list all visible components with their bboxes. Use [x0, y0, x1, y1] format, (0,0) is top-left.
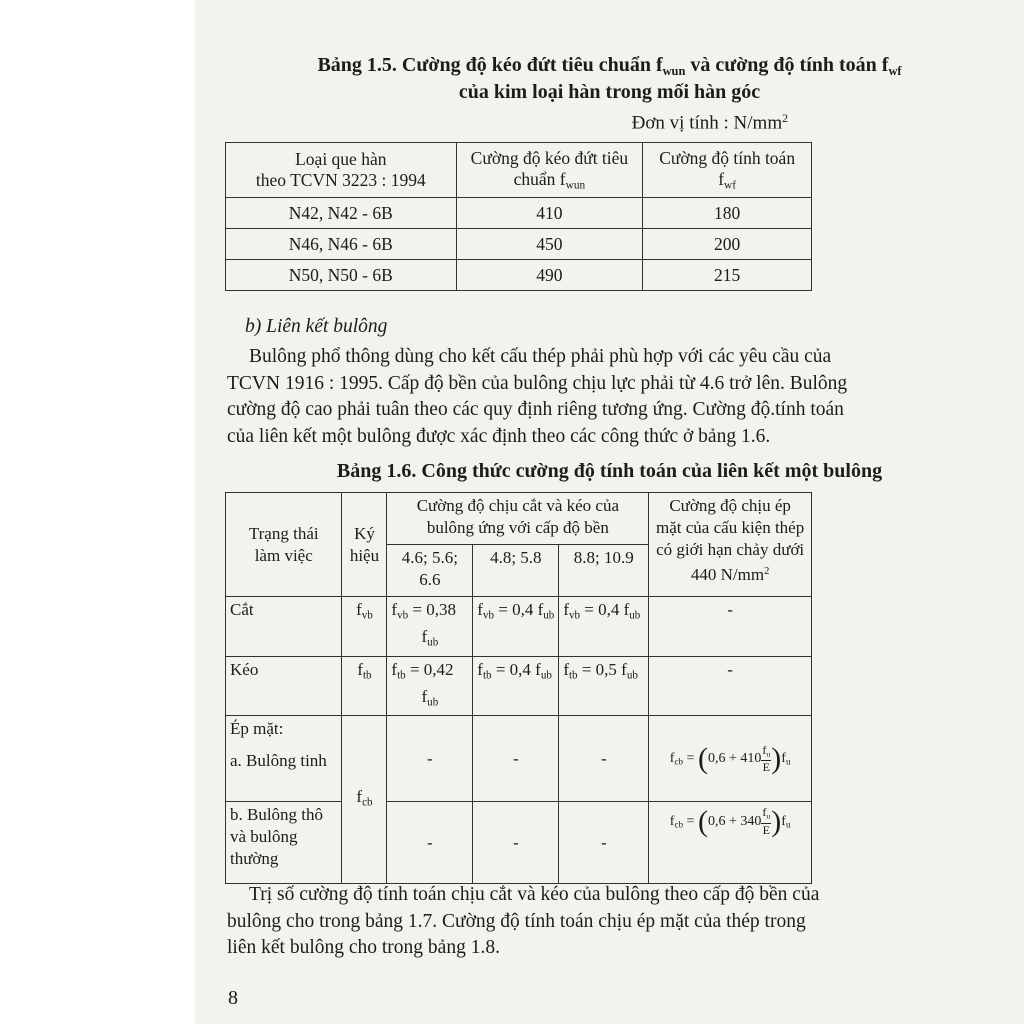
table15-unit: [560, 112, 788, 134]
t15-cell-fwun: 490: [456, 260, 643, 291]
t16-hgroup-l2: bulông ứng với cấp độ bền: [426, 518, 609, 537]
table-row: [226, 656, 812, 716]
t16-cell-state: [226, 802, 342, 884]
t16-cell-g3: [559, 656, 649, 716]
t16-cell-g2: -: [473, 802, 559, 884]
para1-line: của liên kết một bulông được xác định theo các công thức ở bảng 1.6.: [227, 425, 771, 447]
f-rhs-sub: u: [785, 756, 791, 767]
f-rhs: f: [781, 750, 786, 766]
bear-b-l2: và bulông: [230, 827, 298, 847]
f-inner: 0,6 + 410: [707, 750, 762, 766]
table15-title-line2: của kim loại hàn trong mối hàn góc: [458, 81, 761, 103]
t16-cell-bearing-formula: [649, 716, 812, 802]
g1-l2-sub: ub: [427, 696, 439, 709]
t15-header-row: [226, 143, 812, 198]
g3-pre: f: [563, 600, 569, 619]
t16-hsym-l1: Ký: [354, 523, 375, 543]
g3-sub2: ub: [626, 668, 638, 681]
t15-cell-fwun: 450: [456, 229, 643, 260]
num-main: f: [762, 805, 767, 820]
g1-sub: tb: [397, 668, 406, 681]
t15-h2-l2-sub: wun: [565, 179, 586, 192]
f-eq: =: [686, 750, 695, 766]
t15-h3-l2: [647, 169, 807, 191]
frac-num: [761, 744, 771, 761]
table-row: [226, 802, 812, 884]
g2-sub2: ub: [543, 609, 555, 622]
t16-cell-g2: [473, 656, 559, 716]
fraction: [761, 744, 771, 774]
t15-title-text-a: Bảng 1.5. Cường độ kéo đứt tiêu chuẩn f: [317, 54, 663, 76]
t16-hbear-l4: [653, 561, 807, 586]
para2-line: bulông cho trong bảng 1.7. Cường độ tính toán chịu ép mặt của thép trong: [227, 910, 806, 932]
bear-b-l1: b. Bulông thô: [230, 805, 324, 825]
frac-num: [761, 806, 771, 823]
f-lhs: f: [669, 750, 675, 766]
t15-unit-text: Đơn vị tính : N/mm: [631, 112, 783, 134]
t16-cell-g3: -: [559, 716, 649, 802]
bear-b-l3: thường: [230, 849, 279, 869]
t15-h3-l2-text: f: [718, 169, 725, 190]
f-rhs: f: [781, 813, 786, 829]
t16-hbear-l2: mặt của cấu kiện thép: [656, 518, 805, 537]
g1-mid: = 0,42: [405, 659, 454, 679]
para1-line: cường độ cao phải tuân theo các quy định riêng tương ứng. Cường độ.tính toán: [227, 399, 844, 420]
t15-h2-l2: [461, 169, 639, 191]
g2-sub: tb: [482, 668, 492, 681]
t16-cell-bearing-formula: [649, 802, 812, 884]
t16-hsym-l2: hiệu: [349, 545, 380, 565]
g2-mid: = 0,4 f: [491, 659, 541, 679]
g1-l2-main: f: [421, 686, 428, 706]
f-lhs-sub: cb: [674, 819, 684, 830]
g3-sub: vb: [568, 609, 581, 622]
t15-cell-fwf: 200: [643, 229, 812, 260]
g2-sub2: ub: [540, 668, 552, 681]
g1-line2: [391, 626, 468, 653]
fraction: [761, 806, 771, 836]
t16-header-row-1: [226, 493, 812, 545]
t16-cell-g2: -: [473, 716, 559, 802]
t16-hbear-l3: có giới hạn chảy dưới: [656, 540, 805, 559]
t15-cell-type: N42, N42 - 6B: [226, 198, 457, 229]
t16-header-bearing: [649, 493, 812, 597]
bear-a-l2: a. Bulông tinh: [230, 751, 327, 771]
table-1-5: [225, 142, 812, 291]
section-b-paragraph: [227, 344, 848, 450]
paren-close: ): [771, 804, 782, 838]
section-b-heading: b) Liên kết bulông: [245, 316, 388, 337]
f-eq: =: [686, 813, 695, 829]
table16-title: Bảng 1.6. Công thức cường độ tính toán của liên kết một bulông: [336, 460, 883, 482]
table-row: [226, 229, 812, 260]
t15-cell-type: N46, N46 - 6B: [226, 229, 457, 260]
g2-pre: f: [477, 600, 483, 619]
para2-line: liên kết bulông cho trong bảng 1.8.: [227, 937, 500, 958]
f-lhs: f: [669, 813, 675, 829]
para2-line: Trị số cường độ tính toán chịu cắt và kéo của bulông theo cấp độ bền của: [249, 884, 820, 905]
t16-grade1-l1: 4.6; 5.6;: [401, 548, 458, 567]
t16-hgroup-l1: Cường độ chịu cắt và kéo của: [416, 496, 619, 515]
f-inner: 0,6 + 340: [707, 813, 762, 829]
formula-a: [669, 741, 791, 775]
t16-hstate-l2: làm việc: [254, 545, 313, 565]
t16-cell-bearing: -: [649, 656, 812, 716]
t16-grade1-l2: 6.6: [419, 570, 441, 589]
t16-cell-g3: -: [559, 802, 649, 884]
g1-l2-sub: ub: [427, 636, 439, 649]
t15-cell-type: N50, N50 - 6B: [226, 260, 457, 291]
sym-main: f: [357, 659, 363, 679]
t16-cell-g2: [473, 597, 559, 657]
t16-cell-symbol: [342, 656, 387, 716]
page-number: 8: [228, 987, 238, 1009]
g1-pre: f: [391, 659, 398, 679]
g1-l2-main: f: [421, 627, 428, 647]
g3-mid: = 0,5 f: [577, 659, 627, 679]
para1-line: Bulông phổ thông dùng cho kết cấu thép phải phù hợp với các yêu cầu của: [249, 346, 832, 367]
sym-sub: vb: [361, 609, 373, 622]
table-row: [226, 716, 812, 802]
table15-title-line1: [195, 54, 1024, 79]
t16-hbear-l4-sup: 2: [764, 566, 770, 577]
t16-cell-g1: [387, 597, 473, 657]
paren-open: (: [697, 741, 708, 775]
table-row: [226, 260, 812, 291]
t15-h3-l2-sub: wf: [724, 179, 737, 192]
t16-cell-g3: [559, 597, 649, 657]
para1-line: TCVN 1916 : 1995. Cấp độ bền của bulông chịu lực phải từ 4.6 trở lên. Bulông: [227, 372, 848, 394]
closing-paragraph: [227, 882, 820, 962]
t15-h1-l2: theo TCVN 3223 : 1994: [255, 170, 426, 190]
t15-cell-fwf: 215: [643, 260, 812, 291]
t16-cell-state: Cắt: [226, 597, 342, 657]
t16-hbear-l4-text: 440 N/mm: [690, 564, 765, 584]
t16-hbear-l1: Cường độ chịu ép: [669, 496, 791, 515]
t15-header-type: [226, 143, 457, 198]
g2-mid: = 0,4 f: [494, 600, 544, 619]
t15-unit-sup: 2: [782, 112, 788, 125]
t16-header-group: [387, 493, 649, 545]
t16-header-symbol: [342, 493, 387, 597]
t16-cell-g1: -: [387, 802, 473, 884]
t16-cell-state: Kéo: [226, 656, 342, 716]
t16-cell-symbol: [342, 716, 387, 884]
g1-line2: [391, 686, 468, 713]
t15-h3-l1: Cường độ tính toán: [659, 148, 796, 169]
g2-sub: vb: [482, 609, 495, 622]
t15-cell-fwf: 180: [643, 198, 812, 229]
num-sub: u: [766, 748, 771, 758]
sym-sub: cb: [362, 796, 373, 809]
t15-header-fwun: [456, 143, 643, 198]
g1-mid: = 0,38: [408, 600, 456, 619]
t15-title-sub-b: wf: [888, 63, 902, 78]
t15-header-fwf: [643, 143, 812, 198]
t16-cell-bearing: -: [649, 597, 812, 657]
sym-sub: tb: [362, 668, 372, 681]
frac-den: E: [762, 822, 770, 837]
table-row: [226, 597, 812, 657]
t15-title-text-b: và cường độ tính toán f: [685, 54, 889, 76]
paren-open: (: [697, 804, 708, 838]
g1-pre: f: [391, 600, 398, 619]
t16-cell-g1: [387, 656, 473, 716]
f-lhs-sub: cb: [674, 756, 684, 767]
t16-header-state: [226, 493, 342, 597]
t16-cell-state: [226, 716, 342, 802]
g3-pre: f: [563, 659, 569, 679]
t16-cell-symbol: [342, 597, 387, 657]
t16-hstate-l1: Trạng thái: [248, 523, 319, 543]
g3-sub: tb: [568, 668, 578, 681]
table-row: [226, 198, 812, 229]
g1-line1: [391, 659, 468, 686]
t15-h2-l1: Cường độ kéo đứt tiêu: [470, 148, 629, 169]
table-1-6: [225, 492, 812, 884]
sym-main: f: [356, 600, 362, 619]
t15-h2-l2-text: chuẩn f: [513, 169, 566, 190]
num-main: f: [762, 742, 767, 757]
g3-mid: = 0,4 f: [580, 600, 630, 619]
t16-cell-g1: -: [387, 716, 473, 802]
g1-line1: [391, 599, 468, 626]
frac-den: E: [762, 759, 770, 774]
g3-sub2: ub: [629, 609, 641, 622]
g2-pre: f: [477, 659, 483, 679]
sym-main: f: [356, 787, 363, 807]
f-rhs-sub: u: [785, 819, 791, 830]
t16-header-grade2: 4.8; 5.8: [473, 545, 559, 597]
num-sub: u: [766, 811, 771, 821]
t16-header-grade3: 8.8; 10.9: [559, 545, 649, 597]
g1-sub: vb: [397, 609, 409, 622]
t15-cell-fwun: 410: [456, 198, 643, 229]
formula-b: [669, 804, 791, 838]
t15-title-sub-a: wun: [662, 63, 686, 78]
t16-header-grade1: [387, 545, 473, 597]
bear-a-l1: Ép mặt:: [230, 719, 284, 739]
t15-h1-l1: Loại que hàn: [295, 149, 387, 169]
paren-close: ): [771, 741, 782, 775]
